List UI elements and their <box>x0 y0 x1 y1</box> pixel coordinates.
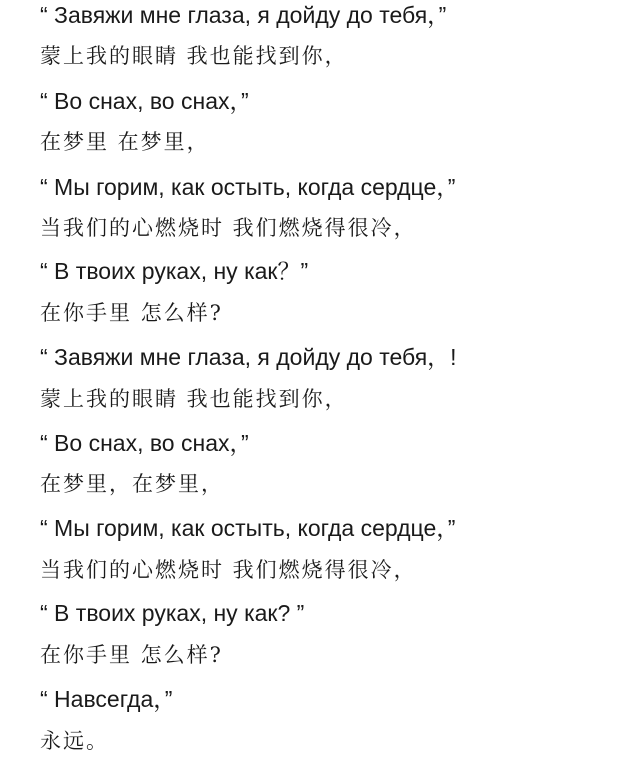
lyric-line-chinese: 在梦里，在梦里， <box>40 472 224 496</box>
lyric-line-russian: “ В твоих руках, ну как？” <box>40 258 309 284</box>
lyric-line-chinese: 当我们的心燃烧时 我们燃烧得很冷， <box>40 558 417 582</box>
lyric-line-russian: “ Мы горим, как остыть, когда сердце，” <box>40 515 456 541</box>
lyric-line-chinese: 蒙上我的眼睛 我也能找到你， <box>40 387 348 411</box>
lyric-line-russian: “ В твоих руках, ну как? ” <box>40 600 305 626</box>
lyric-line-chinese: 在你手里 怎么样? <box>40 643 223 667</box>
lyric-line-russian: “ Завяжи мне глаза, я дойду до тебя，” <box>40 2 447 28</box>
lyric-line-chinese: 当我们的心燃烧时 我们燃烧得很冷， <box>40 216 417 240</box>
lyric-line-russian: “ Во снах, во снах，” <box>40 430 249 456</box>
lyric-line-russian: “ Во снах, во снах，” <box>40 88 249 114</box>
lyric-line-russian: “ Навсегда，” <box>40 686 173 712</box>
lyric-line-russian: “ Завяжи мне глаза, я дойду до тебя，! <box>40 344 457 370</box>
lyric-line-chinese: 永远。 <box>40 729 109 753</box>
lyric-line-chinese: 在梦里 在梦里， <box>40 130 210 154</box>
lyric-line-russian: “ Мы горим, как остыть, когда сердце，” <box>40 174 456 200</box>
lyric-line-chinese: 在你手里 怎么样? <box>40 301 223 325</box>
lyric-line-chinese: 蒙上我的眼睛 我也能找到你， <box>40 44 348 68</box>
